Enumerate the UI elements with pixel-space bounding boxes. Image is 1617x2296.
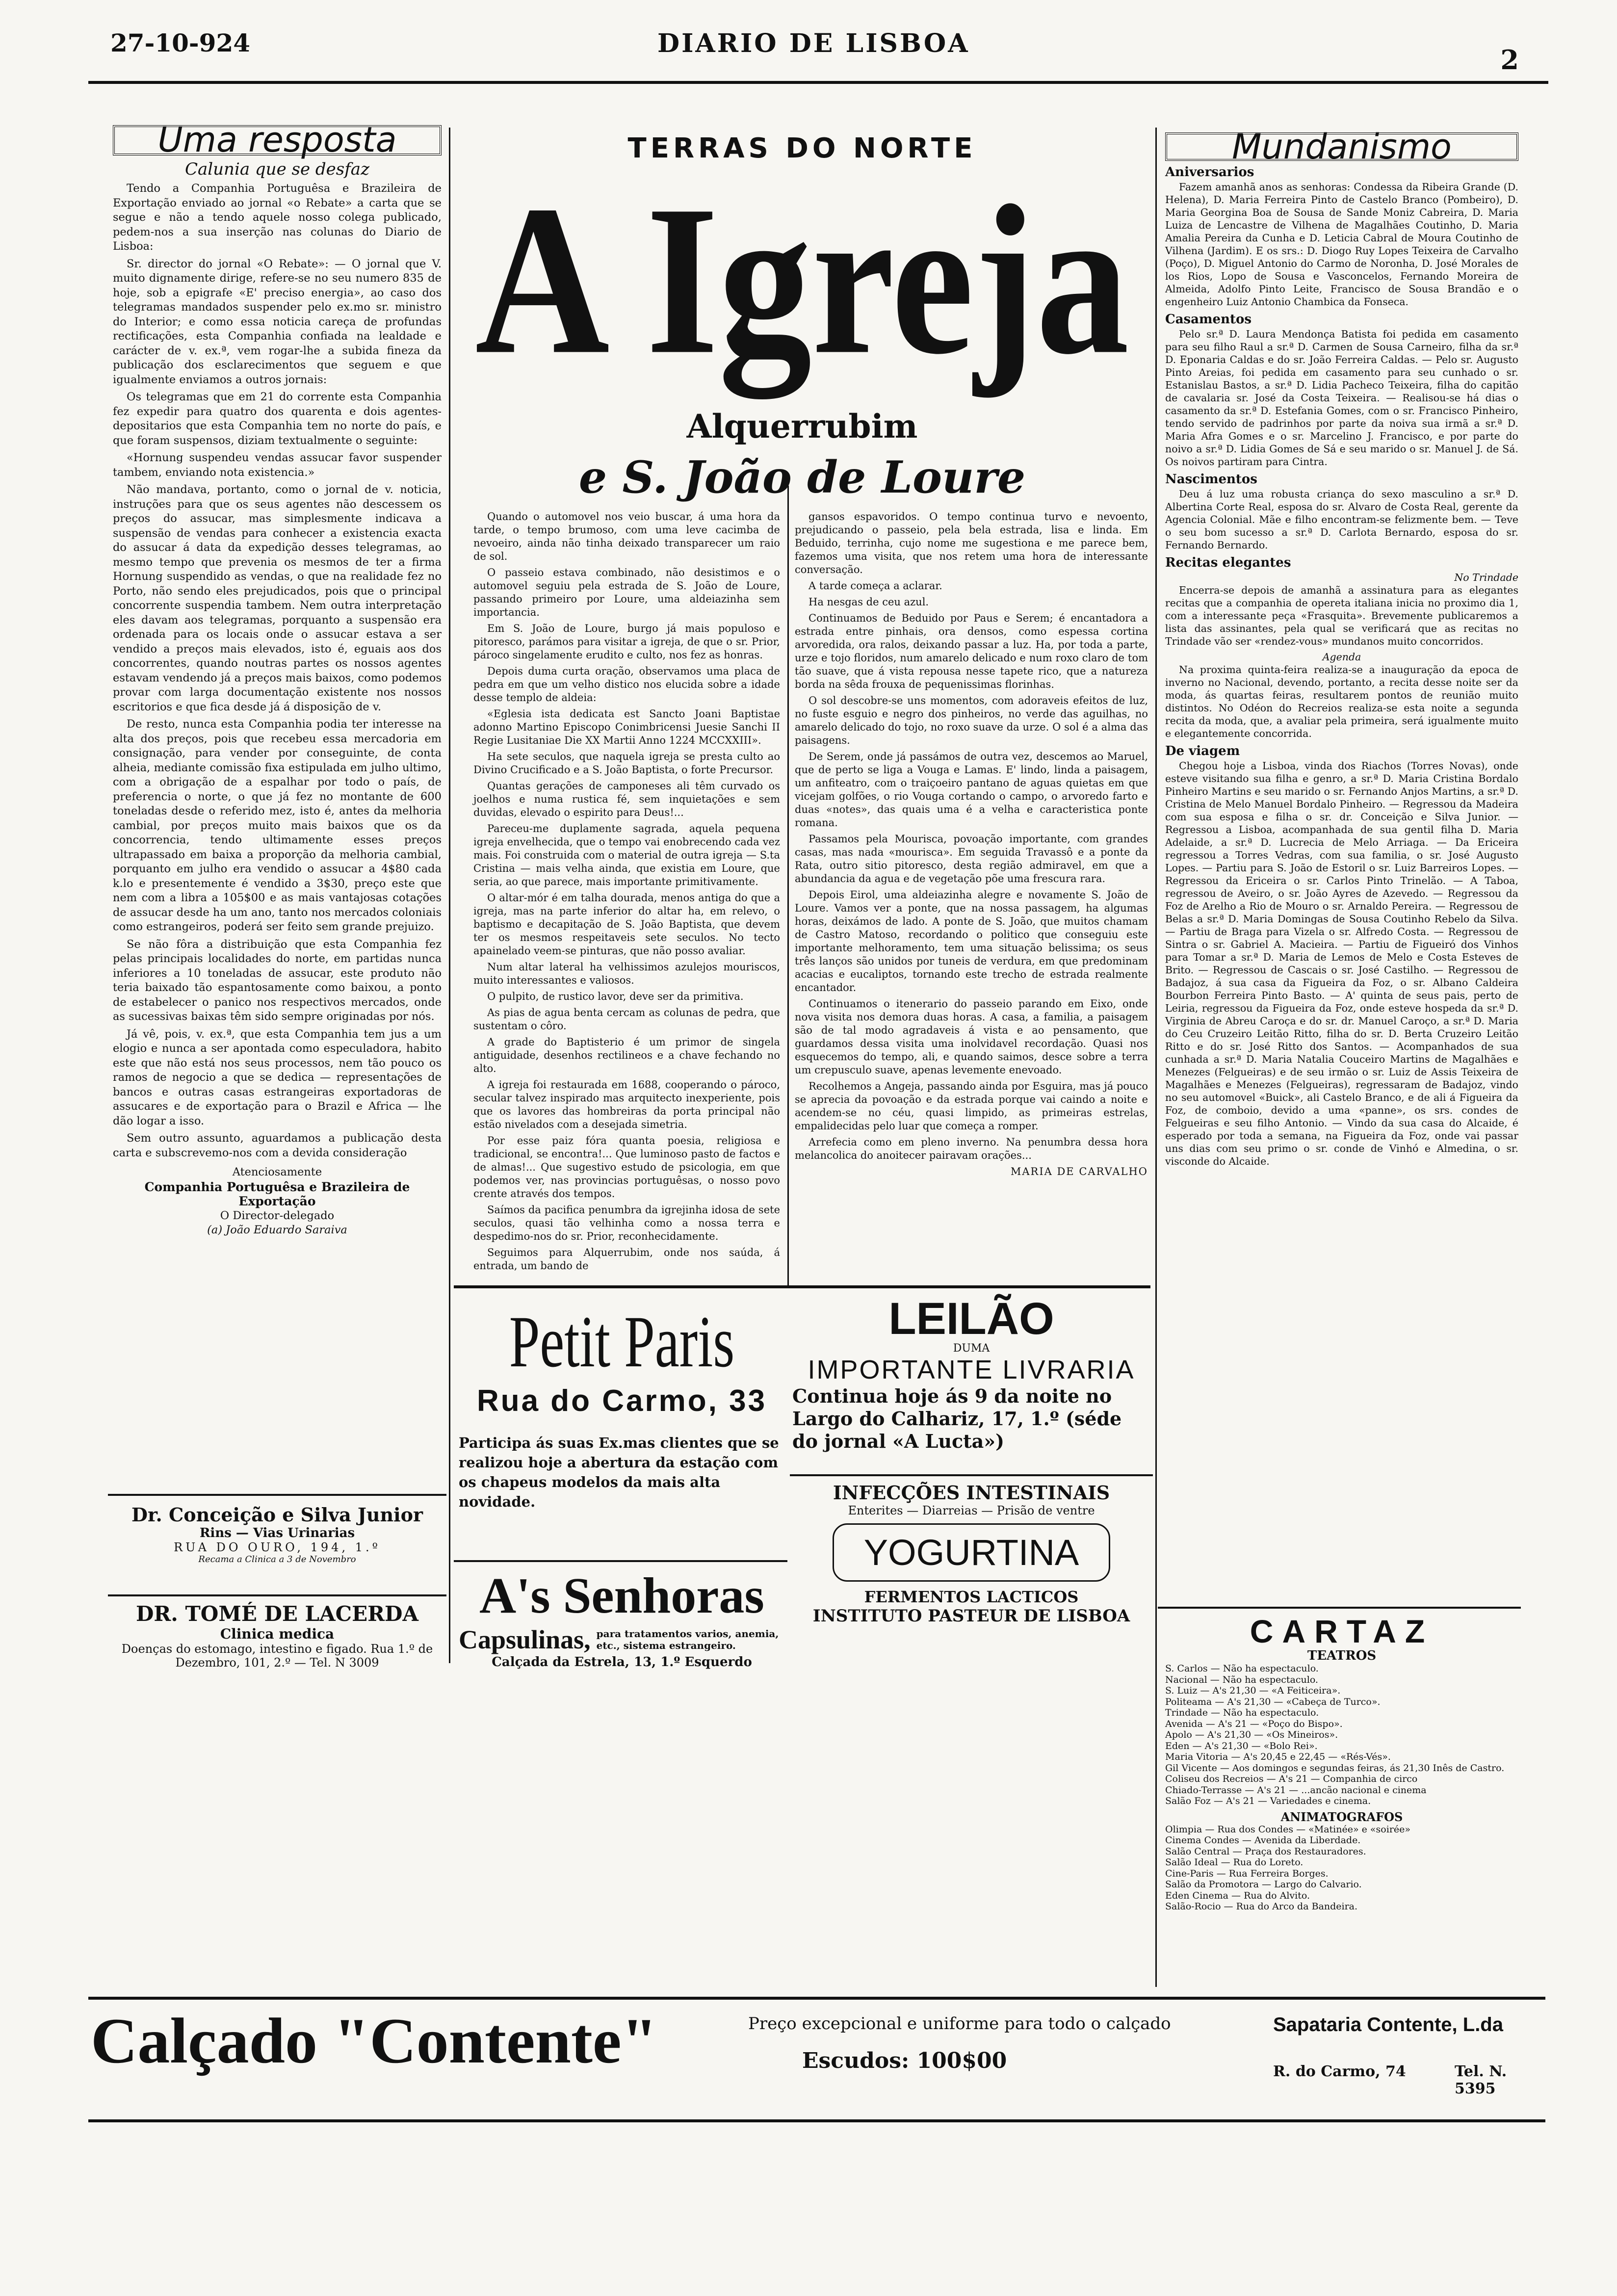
- listing-item: Salão da Promotora — Largo do Calvario.: [1165, 1879, 1362, 1890]
- ad-text: FERMENTOS LACTICOS: [864, 1588, 1079, 1606]
- newspaper-title: DIARIO DE LISBOA: [657, 28, 970, 58]
- article-paragraph: Depois Eirol, uma aldeiazinha alegre e novamente S. João de Loure. Vamos ver a ponte, que na nossa passagem, ha algumas horas, deixámos de lado. A ponte de S. João, que muitos chamam de Castro Matoso, recordando o politico que conseguiu este importante melhoramento, tem uma situação belissima; os seus três lanços são unidos por tuneis de verdura, em que predominam acacias e eucaliptos, tornando este trecho de estrada realmente encantador.: [795, 889, 1148, 993]
- section-subheading: No Trindade: [1454, 572, 1518, 583]
- article-paragraph: O altar-mór é em talha dourada, menos antiga do que a igreja, mas na parte inferior do altar ha, em relevo, o baptismo e decapitação de S. João Baptista, que devem ter os mesmos respeitaveis sete seculos. No tecto apainelado veem-se pinturas, que não posso avaliar.: [473, 892, 780, 957]
- ad-brand: Petit Paris: [509, 1301, 735, 1383]
- ad-doctor-name: Dr. Conceição e Silva Junior: [131, 1504, 423, 1526]
- article-paragraph: gansos espavoridos. O tempo continua turvo e nevoento, prejudicando o passeio, pela bela estrada, lisa e linda. Em Beduido, terrinha, cujo nome me sugestiona e me parece bem, fazemos uma visita, que nos retem uma hora de interessante conversação.: [795, 511, 1148, 575]
- section-text: Na proxima quinta-feira realiza-se a inauguração da epoca de inverno no Nacional, devendo, portanto, a recita desse noite ser da moda, ás quartas feiras, resultarem pontos de reunião muito distintos. No Odéon do Recreios realiza-se esta noite a segunda recita da moda, que, a avaliar pela primeira, será igualmente muito e elegantemente concorrida.: [1165, 664, 1518, 739]
- ad-headline: LEILÃO: [888, 1294, 1054, 1344]
- article-paragraph: De resto, nunca esta Companhia podia ter interesse na alta dos preços, pois que recebeu essa mercadoria em consignação, para vender por conseguinte, de conta alheia, mediante comissão fixa estipulada em julho ultimo, com a obrigação de a espalhar por todo o país, de preferencia o norte, o que já fez no montante de 600 toneladas desde o referido mez, isto é, antes da melhoria cambial, por preços muito mais baixos que os da concorrencia, tendo ultimamente esses preços ultrapassado em baixa a proporção da melhoria cambial, porquanto em julho era vendido o assucar a 4$80 cada k.lo e presentemente é vendido a 3$30, preço este que nem com a libra a 105$00 e as mais vantajosas cotações de assucar desde ha um ano, tanto nos mercados coloniais como estrangeiros, poderá ser feito sem grande prejuizo.: [113, 718, 442, 933]
- listing-item: S. Carlos — Não ha espectaculo.: [1165, 1663, 1319, 1674]
- ad-address: RUA DO OURO, 194, 1.º: [174, 1540, 381, 1554]
- column-rule: [449, 128, 450, 1663]
- ad-address: Calçada da Estrela, 13, 1.º Esquerdo: [492, 1655, 752, 1670]
- listing-item: Politeama — A's 21,30 — «Cabeça de Turco».: [1165, 1696, 1381, 1707]
- article-paragraph: Tendo a Companhia Portuguêsa e Brazileira de Exportação enviado ao jornal «o Rebate» a carta que se segue e não a tendo aquele nosso colega publicado, pedem-nos a sua inserção nas colunas do Diario de Lisboa:: [113, 182, 442, 253]
- article-paragraph: Se não fôra a distribuição que esta Companhia fez pelas principais localidades do norte, em partidas nunca inferiores a 10 toneladas de assucar, este produto não teria baixado tão espantosamente como baixou, a ponto de estabelecer o panico nos respectivos mercados, onde as sucessivas baixas têm sido sempre originadas por nós.: [113, 938, 442, 1023]
- ad-doctor-name: DR. TOMÉ DE LACERDA: [135, 1602, 419, 1626]
- article-paragraph: Quantas gerações de camponeses ali têm curvado os joelhos e numa rustica fé, sem inquietações e sem duvidas, elevado o espirito para Deus!...: [473, 780, 780, 818]
- headline-place-2: e S. João de Loure: [578, 451, 1026, 503]
- ad-conceicao-silva: [110, 1504, 444, 1565]
- ad-text: Participa ás suas Ex.mas clientes que se realizou hoje a abertura da estação com os chapeus modelos da mais alta novidade.: [459, 1435, 779, 1510]
- ad-yogurtina: [792, 1482, 1150, 1626]
- ad-separator: [108, 1494, 446, 1496]
- section-text: Chegou hoje a Lisboa, vinda dos Riachos (Torres Novas), onde esteve visitando sua filha e genro, a sr.ª D. Maria Cristina Bordalo Pinheiro Martins e seu marido o sr. Fernando Anjos Martins, a sr.ª D. Cristina de Melo Manuel Bordalo Pinheiro. — Regressou da Madeira com sua esposa e filha o sr. dr. Conceição e Silva Junior. — Regressou a Lisboa, acompanhada de sua gentil filha D. Maria Adelaide, a sr.ª D. Lucrecia de Melo Arriaga. — Da Ericeira regressou a Torres Vedras, com sua familia, o sr. José Augusto Lopes. — Partiu para S. João de Estoril o sr. Luiz Barreiros Lopes. — Regressou da Ericeira o sr. Carlos Pinto Trinelão. — A Taboa, regressou de Aveiro, o sr. João Ayres de Azevedo. — Regressou da Foz de Arelho a Rio de Mouro o sr. Arnaldo Pereira. — Regressou de Belas a sr.ª D. Maria Domingas de Sousa Coutinho Rebelo da Silva. — Partiu de Braga para Vizela o sr. Alfredo Costa. — Regressou de Sintra o sr. Gabriel A. Macieira. — Partiu de Figueiró dos Vinhos para Tomar a sr.ª D. Maria de Lemos de Melo e Costa Esteves de Brito. — Regressou de Cascais o sr. José Castilho. — Regressou de Badajoz, á sua casa da Figueira da Foz, o sr. Albano Caldeira Bourbon Ferreira Pinto Basto. — A' quinta de seus pais, perto de Leiria, regressou da Figueira da Foz, onde esteve hospeda da sr.ª D. Virginia de Abreu Caroça e do sr. dr. Manuel Caroço, a sr.ª D. Maria do Ceu Cruzeiro Leitão Ritto, filha do sr. D. Berta Cruzeiro Leitão Ritto e do sr. José Ritto dos Santos. — Acompanhados de sua cunhada a sr.ª D. Maria Natalia Couceiro Martins de Magalhães e Menezes (Felgueiras) e de seu irmão o sr. Luiz de Assis Teixeira de Magalhães e Menezes (Felgueiras), regressaram de Badajoz, vindo no seu automovel «Buick», ali Castelo Branco, e de ali á Figueira da Foz, de comboio, devido a uma «panne», os srs. condes de Felgueiras e seu filho Antonio. — Vindo da sua casa do Alcaide, é esperado por toda a semana, na Figueira da Foz, onde vai passar uns dias com seu primo o sr. conde de Vinhó e Almedina, o sr. visconde do Alcaide.: [1165, 760, 1518, 1167]
- ad-text: Continua hoje ás 9 da noite no Largo do Calhariz, 17, 1.º (séde do jornal «A Lucta»): [792, 1385, 1122, 1452]
- ad-specialty: Rins — Vias Urinarias: [199, 1526, 355, 1540]
- article-paragraph: O passeio estava combinado, não desistimos e o automovel seguiu pela estrada de S. João de Loure, passando primeiro por Loure, uma aldeiazinha sem importancia.: [473, 567, 780, 618]
- article-paragraph: Seguimos para Alquerrubim, onde nos saúda, á entrada, um bando de: [473, 1247, 780, 1272]
- ad-petit-paris: [459, 1300, 785, 1512]
- ad-headline: Calçado "Contente": [91, 2005, 657, 2077]
- article-paragraph: Passamos pela Mourisca, povoação importante, com grandes casas, mas nada «mourisca». Em seguida Travassô e a ponte da Rata, outro sitio pitoresco, desta região admiravel, em que a abundancia da agua e de vegetação põe uma frescura rara.: [795, 833, 1148, 885]
- cartaz-subtitle: ANIMATOGRAFOS: [1280, 1809, 1403, 1824]
- article-subtitle: Calunia que se desfaz: [185, 159, 369, 179]
- cartaz-title: CARTAZ: [1250, 1613, 1434, 1649]
- ad-shop-name: Sapataria Contente, L.da: [1273, 2014, 1503, 2035]
- ad-specialty: Clinica medica: [220, 1626, 335, 1642]
- article-paragraph: Pareceu-me duplamente sagrada, aquela pequena igreja envelhecida, que o tempo vai enobrecendo cada vez mais. Foi construida com o material de outra igreja — S.ta Cristina — mais velha ainda, que existia em Loure, que seria, ao que parece, mais importante primitivamente.: [473, 823, 780, 887]
- listing-item: Avenida — A's 21 — «Poço do Bispo».: [1165, 1718, 1343, 1729]
- listing-item: Eden — A's 21,30 — «Bolo Rei».: [1165, 1740, 1318, 1751]
- listing-item: Cinema Condes — Avenida da Liberdade.: [1165, 1835, 1361, 1846]
- article-paragraph: Já vê, pois, v. ex.ª, que esta Companhia tem jus a um elogio e nunca a ser apontada como especuladora, habito este que não está nos seus processos, nem tão pouco os ramos de negocio a que se dedica — representações de bancos e outras casas estrangeiras exportadoras de assucares e de exportação para o Brazil e Africa — lhe dão logar a isso.: [113, 1027, 442, 1127]
- article-paragraph: Num altar lateral ha velhissimos azulejos mouriscos, muito interessantes e valiosos.: [473, 961, 780, 986]
- ad-senhoras: [459, 1567, 785, 1670]
- kicker: TERRAS DO NORTE: [627, 132, 977, 164]
- ad-note: Recama a Clinica a 3 de Novembro: [198, 1554, 356, 1565]
- ad-address: R. do Carmo, 74: [1273, 2063, 1406, 2080]
- article-paragraph: Ha nesgas de ceu azul.: [808, 596, 929, 608]
- article-paragraph: O sol descobre-se uns momentos, com adoraveis efeitos de luz, no fuste esguio e negro dos pinheiros, no verde das aguilhas, no amarelo delicado do tojo, no roxo suave da urze. O sol é a alma das paisagens.: [795, 695, 1148, 746]
- section-text: Encerra-se depois de amanhã a assinatura para as elegantes recitas que a companhia de opereta italiana inicia no proximo dia 1, com a interessante peça «Frasquita». Brevemente publicaremos a lista das assinantes, pela qual se verificará que as recitas no Trindade vão ser «rendez-vous» mundanos muito concorridos.: [1165, 584, 1518, 647]
- article-paragraph: Saímos da pacifica penumbra da igrejinha idosa de sete seculos, quasi tão velhinha como a nossa terra e despedimo-nos do sr. Prior, reconhecidamente.: [473, 1204, 780, 1242]
- article-paragraph: Sr. director do jornal «O Rebate»: — O jornal que V. muito dignamente dirige, refere-se no seu numero 835 de hoje, sob a epigrafe «E' preciso energia», ao caso dos telegramas mandados suspender pelo ex.mo sr. ministro do Interior; e como essa noticia careça de profundas rectificações, esta Companhia confiada na lealdade e carácter de v. ex.ª, vem rogar-lhe a subida fineza da publicação dos esclarecimentos que seguem e que igualmente enviamos a outros jornais:: [113, 257, 442, 386]
- column-rule: [787, 486, 789, 1285]
- ad-text: INSTITUTO PASTEUR DE LISBOA: [812, 1606, 1130, 1626]
- header-rule: [88, 81, 1548, 84]
- issue-date: 27-10-924: [110, 28, 251, 57]
- article-paragraph: Depois duma curta oração, observamos uma placa de pedra em que um velho distico nos elucida sobre a idade desse templo de aldeia:: [473, 665, 780, 704]
- section-heading: Casamentos: [1165, 312, 1252, 327]
- listing-item: Olimpia — Rua dos Condes — «Matinée» e «soirée»: [1165, 1824, 1411, 1835]
- ad-headline: A's Senhoras: [479, 1567, 764, 1624]
- ad-top-rule: [454, 1285, 1150, 1288]
- page-number: 2: [1500, 44, 1519, 76]
- section-heading: Nascimentos: [1165, 472, 1257, 487]
- ad-tome-lacerda: [110, 1602, 444, 1670]
- listing-item: Salão Central — Praça dos Restauradores.: [1165, 1846, 1366, 1857]
- section-heading: Aniversarios: [1165, 165, 1254, 180]
- article-paragraph: Continuamos o itenerario do passeio parando em Eixo, onde nova visita nos demora duas horas. A casa, a familia, a paisagem são de tal modo agradaveis á vista e ao pensamento, que guardamos dessa visita uma inolvidavel recordação. Quasi nos esquecemos do tempo, ali, e quando saimos, desce sobre a terra um crepusculo suave, apenas levemente enevoado.: [795, 998, 1148, 1076]
- ad-separator: [790, 1474, 1153, 1476]
- listing-item: Gil Vicente — Aos domingos e segundas feiras, ás 21,30 Inês de Castro.: [1165, 1762, 1505, 1774]
- banner-bottom-rule: [88, 2119, 1545, 2122]
- ad-address: Rua do Carmo, 33: [476, 1384, 767, 1418]
- article-paragraph: Por esse paiz fóra quanta poesia, religiosa e tradicional, se encontra!... Que luminoso pasto de factos e de almas!... Que sugestivo estudo de psicologia, em que podemos ver, nas provincias portuguêsas, o nosso povo crente através dos tempos.: [473, 1135, 780, 1200]
- ad-product: YOGURTINA: [833, 1523, 1110, 1582]
- section-title-uma-resposta: Uma resposta: [113, 125, 442, 156]
- section-heading: De viagem: [1165, 744, 1240, 758]
- listing-item: Maria Vitoria — A's 20,45 e 22,45 — «Rés-Vés».: [1165, 1751, 1391, 1762]
- listing-item: Nacional — Não ha espectaculo.: [1165, 1674, 1318, 1685]
- article-paragraph: Ha sete seculos, que naquela igreja se presta culto ao Divino Crucificado e a S. João Baptista, o forte Precursor.: [473, 751, 780, 776]
- cartaz-listings: [1165, 1614, 1518, 1912]
- ad-text: Enterites — Diarreias — Prisão de ventre: [848, 1504, 1095, 1517]
- ad-text: Preço excepcional e uniforme para todo o calçado: [748, 2014, 1171, 2034]
- banner-top-rule: [88, 1997, 1545, 2000]
- left-column: [113, 120, 442, 1238]
- listing-item: Chiado-Terrasse — A's 21 — ...ancão nacional e cinema: [1165, 1784, 1427, 1796]
- listing-item: Apolo — A's 21,30 — «Os Mineiros».: [1165, 1729, 1338, 1740]
- right-column: [1165, 127, 1518, 1171]
- article-paragraph: Recolhemos a Angeja, passando ainda por Esguira, mas já pouco se aprecia da povoação e da estrada porque vai caindo a noite e acendem-se no céu, quasi limpido, as primeiras estrelas, empalidecidas pelo luar que começa a romper.: [795, 1080, 1148, 1132]
- headline-place-1: Alquerrubim: [686, 407, 918, 445]
- listing-item: Salão-Rocio — Rua do Arco da Bandeira.: [1165, 1901, 1358, 1912]
- ad-headline: INFECÇÕES INTESTINAIS: [833, 1482, 1110, 1504]
- listing-item: Salão Ideal — Rua do Loreto.: [1165, 1857, 1304, 1868]
- signature-company: Companhia Portuguêsa e Brazileira de Exportação: [144, 1179, 410, 1208]
- ad-text: Doenças do estomago, intestino e figado. Rua 1.º de Dezembro, 101, 2.º — Tel. N 3009: [121, 1642, 433, 1670]
- section-text: Deu á luz uma robusta criança do sexo masculino a sr.ª D. Albertina Corte Real, esposa do sr. Alvaro de Costa Real, gerente da Agencia Colonial. Mãe e filho encontram-se felizmente bem. — Teve o seu bom sucesso a sr.ª D. Carlota Bernardo, esposa do sr. Fernando Bernardo.: [1165, 488, 1518, 551]
- article-column-1: [473, 510, 780, 1276]
- cartaz-subtitle: TEATROS: [1307, 1648, 1377, 1663]
- headline: A Igreja: [475, 161, 1129, 399]
- article-paragraph: O pulpito, de rustico lavor, deve ser da primitiva.: [487, 991, 744, 1002]
- ad-leilao: [792, 1295, 1150, 1453]
- signature-name: (a) João Eduardo Saraiva: [207, 1224, 347, 1236]
- listing-item: Cine-Paris — Rua Ferreira Borges.: [1165, 1868, 1329, 1879]
- listing-item: Salão Foz — A's 21 — Variedades e cinema.: [1165, 1796, 1371, 1806]
- section-text: Fazem amanhã anos as senhoras: Condessa da Ribeira Grande (D. Helena), D. Maria Ferreira Pinto de Castelo Branco (Pombeiro), D. Maria Georgina Boa de Sousa de Sande Moniz Cabreira, D. Maria Luiza de Lencastre de Vilhena de Magalhães Coutinho, D. Maria Amalia Pereira da Cunha e D. Leticia Cabral de Moura Coutinho de Vilhena (Jardim). E os srs.: D. Diogo Ruy Lopes Teixeira de Carvalho (Poço), D. Miguel Antonio do Carmo de Noronha, D. José Morales de los Rios, Lopo de Sousa e Vasconcelos, Fernando Moreira de Almeida, Adolfo Pinto Leite, Francisco de Sousa Brandão e o engenheiro Luiz Antonio Chambica da Fonseca.: [1165, 181, 1518, 308]
- article-paragraph: Não mandava, portanto, como o jornal de v. noticia, instruções para que os seus agentes não descessem os preços do assucar, mas simplesmente indicava a suspensão de vendas para conhecer a existencia exacta do assucar á data da expedição desses telegramas, ao mesmo tempo que prevenia os mesmos de ter a firma Hornung suspendido as vendas, o que na realidade fez no Porto, não sendo eles prejudicados, pois que o principal concorrente suspendia tambem. Nem outra interpretação eles davam aos telegramas, porquanto a suspensão era ordenada para os locais onde o assucar estava a ser vendido a preços mais elevados, isto é, eguais aos dos concorrentes, quando noutras partes os nossos agentes estavam vendendo já a preços mais baixos, como podemos provar com larga documentação existente nos nossos escritorios e que fica desde já á disposição de v.: [113, 483, 442, 713]
- article-paragraph: A grade do Baptisterio é um primor de singela antiguidade, desenhos rectilineos e a chave fechando no alto.: [473, 1036, 780, 1074]
- ad-product: Capsulinas,: [459, 1625, 591, 1654]
- article-paragraph: «Eglesia ista dedicata est Sancto Joani Baptistae adonno Martino Episcopo Conimbricensi Juesie Sanchi II Regie Lusitaniae Die XX Martii Anno 1224 MCCXXIII».: [473, 708, 780, 746]
- article-paragraph: Arrefecia como em pleno inverno. Na penumbra dessa hora melancolica do anoitecer pairavam orações...: [795, 1136, 1148, 1161]
- article-paragraph: A tarde começa a aclarar.: [808, 580, 942, 592]
- article-paragraph: Em S. João de Loure, burgo já mais populoso e pitoresco, parámos para visitar a igreja, de que o sr. Prior, pároco singelamente erudito e culto, nos fez as honras.: [473, 623, 780, 661]
- section-subheading: Agenda: [1322, 651, 1361, 663]
- section-text: Pelo sr.ª D. Laura Mendonça Batista foi pedida em casamento para seu filho Raul a sr.ª D. Carmen de Sousa Carneiro, filha da sr.ª D. Eponaria Caldas e do sr. João Ferreira Caldas. — Pelo sr. Augusto Pinto Areias, foi pedida em casamento para seu cunhado o sr. Estanislau Bastos, a sr.ª D. Lidia Pacheco Teixeira, filha do capitão de cavalaria sr. José da Costa Teixeira. — Realisou-se há dias o casamento da sr.ª D. Estefania Gomes, com o sr. Francisco Pinheiro, tendo servido de padrinhos por parte da noiva sua irmã a sr.ª D. Maria Afra Gomes e o sr. Marcelino J. Francisco, e por parte do noivo a sr.ª D. Lidia Gomes de Sá e seu marido o sr. Manuel J. de Sá. Os noivos partiram para Cintra.: [1165, 328, 1518, 468]
- listing-item: Eden Cinema — Rua do Alvito.: [1165, 1890, 1310, 1901]
- ad-text: para tratamentos varios, anemia, etc., sistema estrangeiro.: [596, 1628, 779, 1651]
- article-paragraph: «Hornung suspendeu vendas assucar favor suspender tambem, enviando nota existencia.»: [113, 451, 442, 479]
- article-paragraph: Continuamos de Beduido por Paus e Serem; é encantadora a estrada entre pinhais, ora densos, como espessa cortina arvoredida, ora ralos, deixando passar a luz. Ha, por toda a parte, urze e tojo floridos, num amarelo delicado e num roxo claro de tom tão suave, que á vista repousa nesse tapete rico, que a natureza borda na sêda frouxa de pequenissimas florinhas.: [795, 612, 1148, 690]
- ad-subheadline: IMPORTANTE LIVRARIA: [808, 1355, 1135, 1384]
- article-paragraph: De Serem, onde já passámos de outra vez, descemos ao Maruel, que de perto se liga a Vouga e Lamas. E' lindo, linda a paisagem, um anfiteatro, com o traiçoeiro pantano de aguas quietas em que vicejam golfões, o rio Vouga cortando o campo, o arvoredo farto e duas «notes», das quais uma é a velha e caracteristica ponte romana.: [795, 751, 1148, 829]
- article-paragraph: A igreja foi restaurada em 1688, cooperando o pároco, secular talvez inspirado mas arquitecto inexperiente, pois que os lavores das hombreiras da porta principal não estão nivelados com a desejada simetria.: [473, 1079, 780, 1130]
- ad-small: DUMA: [953, 1342, 990, 1355]
- section-heading: Recitas elegantes: [1165, 555, 1291, 570]
- listing-item: Trindade — Não ha espectaculo.: [1165, 1707, 1319, 1718]
- section-title-mundanismo: Mundanismo: [1165, 132, 1518, 161]
- article-paragraph: Quando o automovel nos veio buscar, á uma hora da tarde, o tempo brumoso, com uma leve cacimba de nevoeiro, ainda não tinha deixado transparecer um raio de sol.: [473, 511, 780, 562]
- signature-role: O Director-delegado: [220, 1209, 335, 1222]
- article-paragraph: Sem outro assunto, aguardamos a publicação desta carta e subscrevemo-nos com a devida consideração: [113, 1132, 442, 1159]
- article-paragraph: Os telegramas que em 21 do corrente esta Companhia fez expedir para quatro dos quarenta e dois agentes-depositarios que esta Companhia tem no norte do país, e que foram suspensos, diziam textualmente o seguinte:: [113, 391, 442, 447]
- listing-item: S. Luiz — A's 21,30 — «A Feiticeira».: [1165, 1685, 1341, 1696]
- ad-separator: [108, 1594, 446, 1596]
- article-column-2: [795, 510, 1148, 1178]
- ad-phone: Tel. N. 5395: [1455, 2063, 1507, 2097]
- ad-separator: [1158, 1607, 1521, 1609]
- listing-item: Coliseu dos Recreios — A's 21 — Companhia de circo: [1165, 1774, 1418, 1784]
- ad-separator: [454, 1560, 787, 1562]
- article-author: MARIA DE CARVALHO: [1010, 1166, 1148, 1177]
- column-rule: [1155, 128, 1157, 1987]
- article-paragraph: As pias de agua benta cercam as colunas de pedra, que sustentam o côro.: [473, 1007, 780, 1032]
- ad-price: Escudos: 100$00: [802, 2048, 1007, 2073]
- ad-calcado-contente: [91, 2004, 1543, 2117]
- signature-greeting: Atenciosamente: [232, 1166, 322, 1178]
